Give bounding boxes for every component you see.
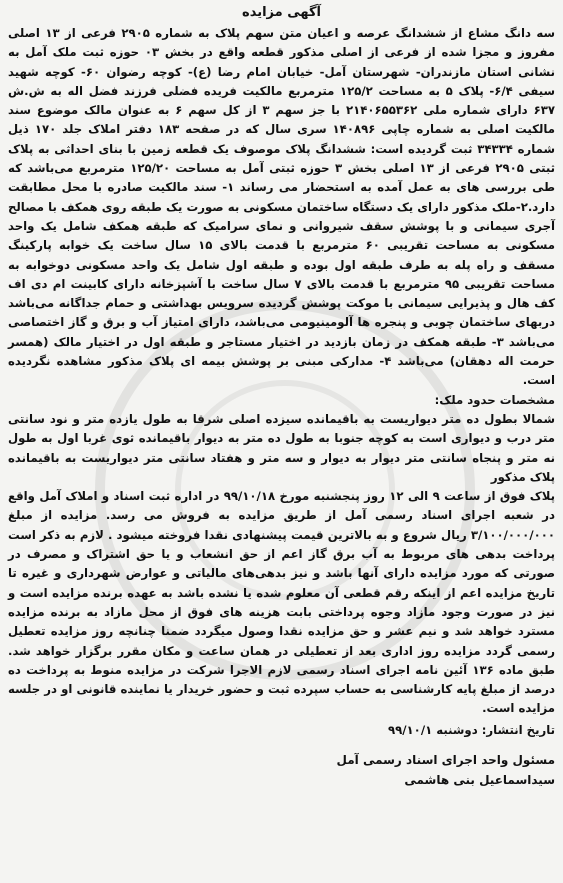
signature-role: مسئول واحد اجرای اسناد رسمی آمل — [336, 752, 555, 767]
signature-name: سیداسماعیل بنی هاشمی — [404, 772, 555, 787]
notice-title: آگهی مزایده — [242, 5, 321, 20]
auction-terms: پلاک فوق از ساعت ۹ الی ۱۲ روز پنجشنبه مورخ ۹۹/۱۰/۱۸ در اداره ثبت اسناد و املاک آمل واقع در شعبه اجرای اسناد رسمی آمل از طریق مزایده به فروش می رسد. مزایده از مبلغ ۳/۱۰۰/۰۰۰/۰۰۰ ریال شروع و به بالاترین قیمت پیشنهادی نقدا فروخته میشود . لازم به ذکر است پرداخت بدهی های مربوط به آب برق گاز اعم از حق انشعاب و یا حق اشتراک و مصرف در صورتی که مورد مزایده دارای آنها باشد و نیز بدهی‌های مالیاتی و عوارض شهرداری و غیره تا تاریخ مزایده اعم از اینکه رقم قطعی آن معلوم شده یا نشده باشد به عهده برنده مزایده است و نیز در صورت وجود مازاد وجوه پرداختی بابت هزینه های فوق از محل مازاد به برنده مزایده مسترد خواهد شد و نیم عشر و حق مزایده نقدا وصول میگردد ضمنا چنانچه روز مزایده تعطیل رسمی گردد مزایده روز اداری بعد از تعطیلی در همان ساعت و مکان مقرر برگزار خواهد شد. طبق ماده ۱۳۶ آئین نامه اجرای اسناد رسمی لازم الاجرا شرکت در مزایده منوط به پرداخت ده درصد از مبلغ پایه کارشناسی به حساب سپرده ثبت و حضور خریدار یا نماینده قانونی او در جلسه مزایده است. — [8, 489, 555, 716]
publish-date: تاریخ انتشار: دوشنبه ۹۹/۱۰/۱ — [388, 722, 555, 737]
boundaries-heading: مشخصات حدود ملک: — [434, 392, 555, 407]
boundaries-text: شمالا بطول ده متر دیواریست به باقیمانده سیزده اصلی شرقا به طول یازده متر و نود سانتی متر درب و دیواری است به کوچه جنوبا به طول ده متر به دیوار باقیمانده ثوی غربا اول به طول نه متر و پنجاه سانتی متر دیوار به دیوار و سه متر و هفتاد سانتی متر دیواریست به باقیمانده پلاک مذکور — [8, 411, 555, 484]
property-description: سه دانگ مشاع از ششدانگ عرصه و اعیان متن سهم پلاک به شماره ۲۹۰۵ فرعی از ۱۳ اصلی مفروز و مجزا شده از فرعی از اصلی مذکور قطعه واقع در بخش ۰۳ حوزه ثبت ملک آمل به نشانی استان مازندران- شهرستان آمل- خیابان امام رضا (ع)- کوچه رضوان ۶۰- کوچه شهید سیفی ۶/۴- پلاک ۵ به مساحت ۱۲۵/۲ مترمربع مالکیت فریده فضلی فرزند فضل اله به ش.ش ۶۳۷ دارای شماره ملی ۲۱۴۰۶۵۵۳۶۲ با جز سهم ۳ از کل سهم ۶ به عنوان مالک موضوع سند مالکیت اصلی به شماره چاپی ۱۴۰۸۹۶ سری سال که در صفحه ۱۸۳ دفتر املاک جلد ۱۷۰ ذیل شماره ۳۴۳۳۴ ثبت گردیده است: ششدانگ پلاک موصوف یک قطعه زمین با بنای احداثی به پلاک ثبتی ۲۹۰۵ فرعی از ۱۳ اصلی بخش ۳ حوزه ثبتی آمل به مساحت ۱۲۵/۲۰ مترمربع می‌باشد که طی بررسی های به عمل آمده به استحضار می رساند ۱- سند مالکیت صادره با محل مطابقت دارد.۲-ملک مذکور دارای یک دستگاه ساختمان مسکونی به صورت یک طبقه روی همکف با مصالح آجری سیمانی و با پوشش سقف شیروانی و نمای سرامیک که طبقه همکف شامل یک واحد مسکونی به مساحت تقریبی ۶۰ مترمربع با قدمت بالای ۱۵ سال ساخت یک خوابه پارکینگ مسقف و راه پله به طرف طبقه اول بوده و طبقه اول شامل یک واحد مسکونی دوخوابه به مساحت تقریبی ۹۵ مترمربع با قدمت بالای ۷ سال ساخت با آشپزخانه دارای کابینت ام دی اف کف هال و پذیرایی سیمانی با موکت پوشش گردیده سرویس بهداشتی و حمام جداگانه می‌باشد دربهای ساختمان چوبی و پنجره ها آلومینیومی می‌باشد، دارای امتیاز آب و برق و گاز اختصاصی می‌باشد ۳- طبقه همکف در زمان بازدید در اختیار مستاجر و طبقه اول در اختیار مالک (همسر حرمت اله دهقان) می‌باشد ۴- مدارکی مبنی بر پوشش بیمه ای پلاک مذکور مشاهده نگردیده است. — [8, 26, 556, 388]
